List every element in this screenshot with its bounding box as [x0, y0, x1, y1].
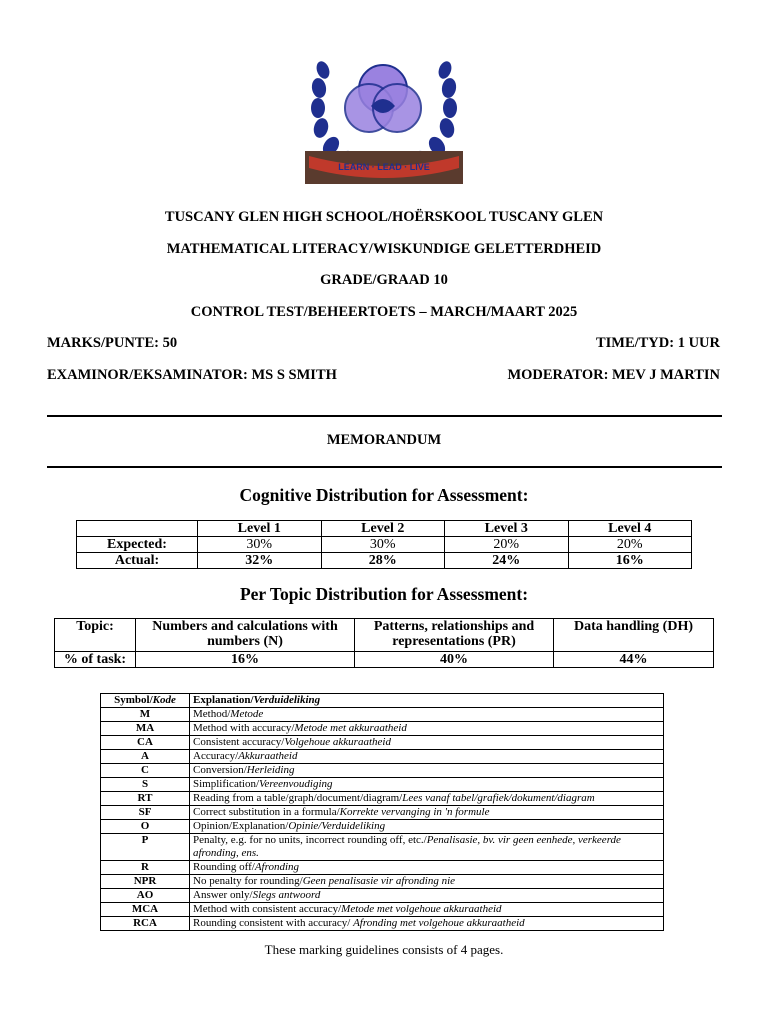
footer-note: These marking guidelines consists of 4 pages. — [264, 942, 504, 957]
table-row — [77, 521, 692, 537]
time-label: TIME/TYD: 1 UUR — [595, 335, 720, 351]
divider-top — [47, 415, 722, 417]
table-row — [55, 652, 714, 668]
table-row: NPR No penalty for rounding/Geen penalisasie vir afronding nie — [101, 875, 664, 889]
examiner-label: EXAMINOR/EKSAMINATOR: MS S SMITH — [47, 367, 337, 383]
logo-motto: LEARN · LEAD · LIVE — [338, 162, 430, 172]
memo-title: MEMORANDUM — [326, 432, 442, 448]
actual-value: 24% — [445, 553, 569, 569]
level-header: Level 2 — [321, 521, 445, 537]
table-row: S Simplification/Vereenvoudiging — [101, 778, 664, 792]
table-row: RT Reading from a table/graph/document/diagram/Lees vanaf tabel/grafiek/dokument/diagram — [101, 792, 664, 806]
grade-label: GRADE/GRAAD 10 — [320, 272, 448, 288]
level-header: Level 1 — [198, 521, 322, 537]
topic-header: Numbers and calculations with numbers (N) — [136, 619, 355, 652]
table-row: A Accuracy/Akkuraatheid — [101, 750, 664, 764]
symbol-table — [100, 693, 664, 931]
table-row: CA Consistent accuracy/Volgehoue akkuraatheid — [101, 736, 664, 750]
topic-label: Topic: — [55, 619, 136, 652]
pct-value: 44% — [554, 652, 714, 668]
actual-label: Actual: — [77, 553, 198, 569]
table-row: RCA Rounding consistent with accuracy/ Afronding met volgehoue akkuraatheid — [101, 917, 664, 931]
cognitive-title: Cognitive Distribution for Assessment: — [239, 485, 529, 505]
expected-value: 20% — [568, 537, 692, 553]
school-name: TUSCANY GLEN HIGH SCHOOL/HOËRSKOOL TUSCANY GLEN — [164, 209, 604, 225]
table-row: M Method/Metode — [101, 708, 664, 722]
topic-table — [54, 618, 714, 668]
subject-title: MATHEMATICAL LITERACY/WISKUNDIGE GELETTERDHEID — [166, 241, 602, 257]
table-row: O Opinion/Explanation/Opinie/Verduideliking — [101, 820, 664, 834]
table-row: MA Method with accuracy/Metode met akkuraatheid — [101, 722, 664, 736]
table-row: C Conversion/Herleiding — [101, 764, 664, 778]
moderator-label: MODERATOR: MEV J MARTIN — [507, 367, 720, 383]
expected-value: 30% — [198, 537, 322, 553]
marks-label: MARKS/PUNTE: 50 — [47, 335, 178, 351]
symbol-header: Symbol/Kode — [101, 694, 190, 708]
expected-value: 20% — [445, 537, 569, 553]
expected-label: Expected: — [77, 537, 198, 553]
table-row: R Rounding off/Afronding — [101, 861, 664, 875]
level-header: Level 3 — [445, 521, 569, 537]
table-row: AO Answer only/Slegs antwoord — [101, 889, 664, 903]
table-row — [77, 553, 692, 569]
pct-value: 40% — [355, 652, 554, 668]
table-row — [55, 619, 714, 652]
actual-value: 32% — [198, 553, 322, 569]
actual-value: 16% — [568, 553, 692, 569]
table-row — [101, 694, 664, 708]
school-logo — [305, 56, 463, 184]
divider-bottom — [47, 466, 722, 468]
table-row: MCA Method with consistent accuracy/Metode met volgehoue akkuraatheid — [101, 903, 664, 917]
table-row: SF Correct substitution in a formula/Korrekte vervanging in 'n formule — [101, 806, 664, 820]
expected-value: 30% — [321, 537, 445, 553]
level-header: Level 4 — [568, 521, 692, 537]
table-row — [77, 537, 692, 553]
actual-value: 28% — [321, 553, 445, 569]
table-row: P Penalty, e.g. for no units, incorrect rounding off, etc./Penalisasie, bv. vir geen eenhede, verkeerde afronding, ens. — [101, 834, 664, 861]
topic-title: Per Topic Distribution for Assessment: — [239, 584, 529, 604]
explanation-header: Explanation/Verduideliking — [190, 694, 664, 708]
pct-label: % of task: — [55, 652, 136, 668]
cognitive-table — [76, 520, 692, 569]
topic-header: Data handling (DH) — [554, 619, 714, 652]
pct-value: 16% — [136, 652, 355, 668]
topic-header: Patterns, relationships and representations (PR) — [355, 619, 554, 652]
test-title: CONTROL TEST/BEHEERTOETS – MARCH/MAART 2025 — [190, 304, 578, 320]
